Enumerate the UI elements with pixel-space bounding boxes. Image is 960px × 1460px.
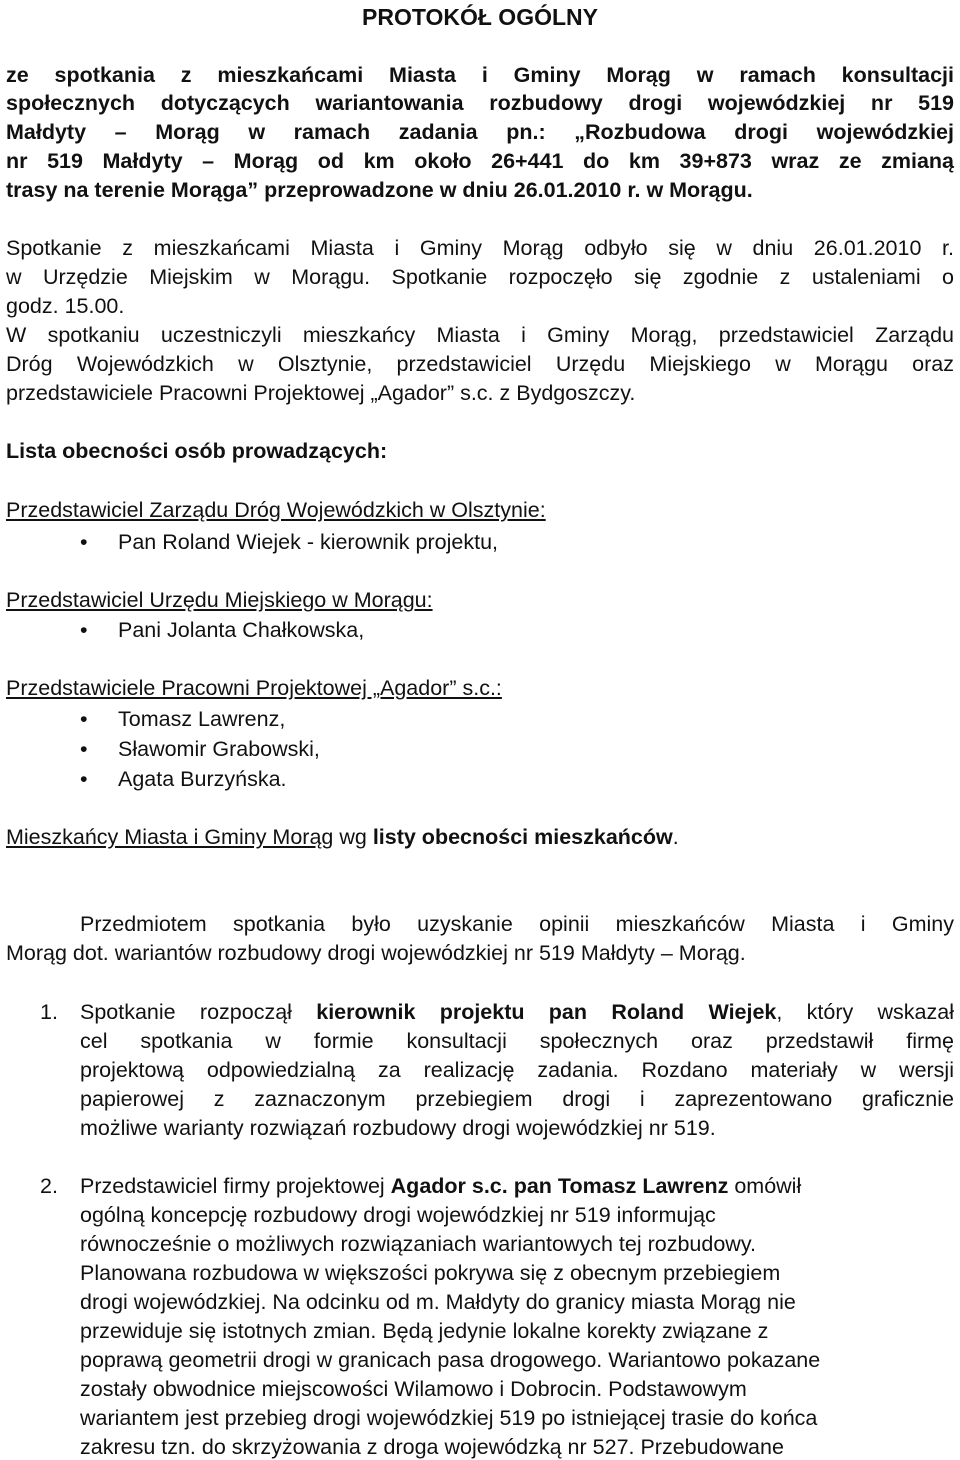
residents-connector: wg bbox=[333, 825, 373, 849]
bullet-icon: • bbox=[80, 707, 88, 731]
intro-line: Dróg Wojewódzkich w Olsztynie, przedstawiciel Urzędu Miejskiego w Morągu oraz bbox=[6, 352, 954, 376]
item-line: Planowana rozbudowa w większości pokrywa się z obecnym przebiegiem bbox=[80, 1261, 781, 1285]
intro-line: godz. 15.00. bbox=[6, 294, 125, 318]
header-line: ze spotkania z mieszkańcami Miasta i Gminy Morąg w ramach konsultacji bbox=[6, 63, 954, 87]
subject-line: Przedmiotem spotkania było uzyskanie opinii mieszkańców Miasta i Gminy bbox=[80, 912, 954, 936]
item-line: zakresu tzn. do skrzyżowania z droga wojewódzką nr 527. Przebudowane bbox=[80, 1435, 784, 1459]
member-name: Agata Burzyńska. bbox=[118, 767, 287, 791]
group-label: Przedstawiciel Urzędu Miejskiego w Morągu: bbox=[6, 588, 433, 612]
subject-line: Morąg dot. wariantów rozbudowy drogi wojewódzkiej nr 519 Małdyty – Morąg. bbox=[6, 941, 746, 965]
page-title: PROTOKÓŁ OGÓLNY bbox=[362, 4, 598, 30]
item-line: ogólną koncepcję rozbudowy drogi wojewódzkiej nr 519 informując bbox=[80, 1203, 716, 1227]
residents-list-name: listy obecności mieszkańców bbox=[372, 825, 673, 849]
intro-line: Spotkanie z mieszkańcami Miasta i Gminy Morąg odbyło się w dniu 26.01.2010 r. bbox=[6, 236, 954, 260]
attendance-heading: Lista obecności osób prowadzących: bbox=[6, 439, 388, 463]
group-label: Przedstawiciele Pracowni Projektowej „Agador” s.c.: bbox=[6, 676, 502, 700]
item-line: równocześnie o możliwych rozwiązaniach wariantowych tej rozbudowy. bbox=[80, 1232, 756, 1256]
item-line: cel spotkania w formie konsultacji społecznych oraz przedstawił firmę bbox=[80, 1029, 954, 1053]
item-line: wariantem jest przebieg drogi wojewódzkiej 519 po istniejącej trasie do końca bbox=[80, 1406, 818, 1430]
item-line: drogi wojewódzkiej. Na odcinku od m. Małdyty do granicy miasta Morąg nie bbox=[80, 1290, 796, 1314]
intro-line: przedstawiciele Pracowni Projektowej „Agador” s.c. z Bydgoszczy. bbox=[6, 381, 636, 405]
item-emphasis: Agador s.c. pan Tomasz Lawrenz bbox=[390, 1174, 729, 1198]
intro-line: W spotkaniu uczestniczyli mieszkańcy Miasta i Gminy Morąg, przedstawiciel Zarządu bbox=[6, 323, 954, 347]
bullet-icon: • bbox=[80, 737, 88, 761]
item-text: Przedstawiciel firmy projektowej bbox=[80, 1174, 391, 1198]
bullet-icon: • bbox=[80, 618, 88, 642]
item-text: Spotkanie rozpoczął bbox=[80, 1000, 317, 1024]
item-text: omówił bbox=[728, 1174, 802, 1198]
item-line: poprawą geometrii drogi w granicach pasa drogowego. Wariantowo pokazane bbox=[80, 1348, 821, 1372]
item-line bbox=[80, 1173, 954, 1199]
member-name: Pani Jolanta Chałkowska, bbox=[118, 618, 365, 642]
item-number: 2. bbox=[40, 1174, 58, 1198]
item-line: możliwe warianty rozwiązań rozbudowy drogi wojewódzkiej nr 519. bbox=[80, 1116, 716, 1140]
group-label: Przedstawiciel Zarządu Dróg Wojewódzkich w Olsztynie: bbox=[6, 498, 546, 522]
item-line: projektową odpowiedzialną za realizację zadania. Rozdano materiały w wersji bbox=[80, 1058, 954, 1082]
header-line: Małdyty – Morąg w ramach zadania pn.: „Rozbudowa drogi wojewódzkiej bbox=[6, 120, 954, 144]
residents-line bbox=[6, 824, 954, 850]
item-text: , który wskazał bbox=[776, 1000, 955, 1024]
residents-label: Mieszkańcy Miasta i Gminy Morąg bbox=[6, 825, 334, 849]
header-line: trasy na terenie Morąga” przeprowadzone w dniu 26.01.2010 r. w Morągu. bbox=[6, 178, 753, 202]
item-line: zostały obwodnice miejscowości Wilamowo i Dobrocin. Podstawowym bbox=[80, 1377, 747, 1401]
item-emphasis: kierownik projektu pan Roland Wiejek bbox=[316, 1000, 777, 1024]
header-line: społecznych dotyczących wariantowania rozbudowy drogi wojewódzkiej nr 519 bbox=[6, 91, 954, 115]
item-number: 1. bbox=[40, 1000, 58, 1024]
residents-end: . bbox=[672, 825, 679, 849]
item-line: papierowej z zaznaczonym przebiegiem drogi i zaprezentowano graficznie bbox=[80, 1087, 954, 1111]
member-name: Tomasz Lawrenz, bbox=[118, 707, 286, 731]
bullet-icon: • bbox=[80, 530, 88, 554]
member-name: Pan Roland Wiejek - kierownik projektu, bbox=[118, 530, 498, 554]
member-name: Sławomir Grabowski, bbox=[118, 737, 320, 761]
header-line: nr 519 Małdyty – Morąg od km około 26+441 do km 39+873 wraz ze zmianą bbox=[6, 149, 954, 173]
intro-line: w Urzędzie Miejskim w Morągu. Spotkanie rozpoczęło się zgodnie z ustaleniami o bbox=[6, 265, 954, 289]
item-line: przewiduje się istotnych zmian. Będą jedynie lokalne korekty związane z bbox=[80, 1319, 769, 1343]
bullet-icon: • bbox=[80, 767, 88, 791]
item-line bbox=[80, 999, 954, 1025]
